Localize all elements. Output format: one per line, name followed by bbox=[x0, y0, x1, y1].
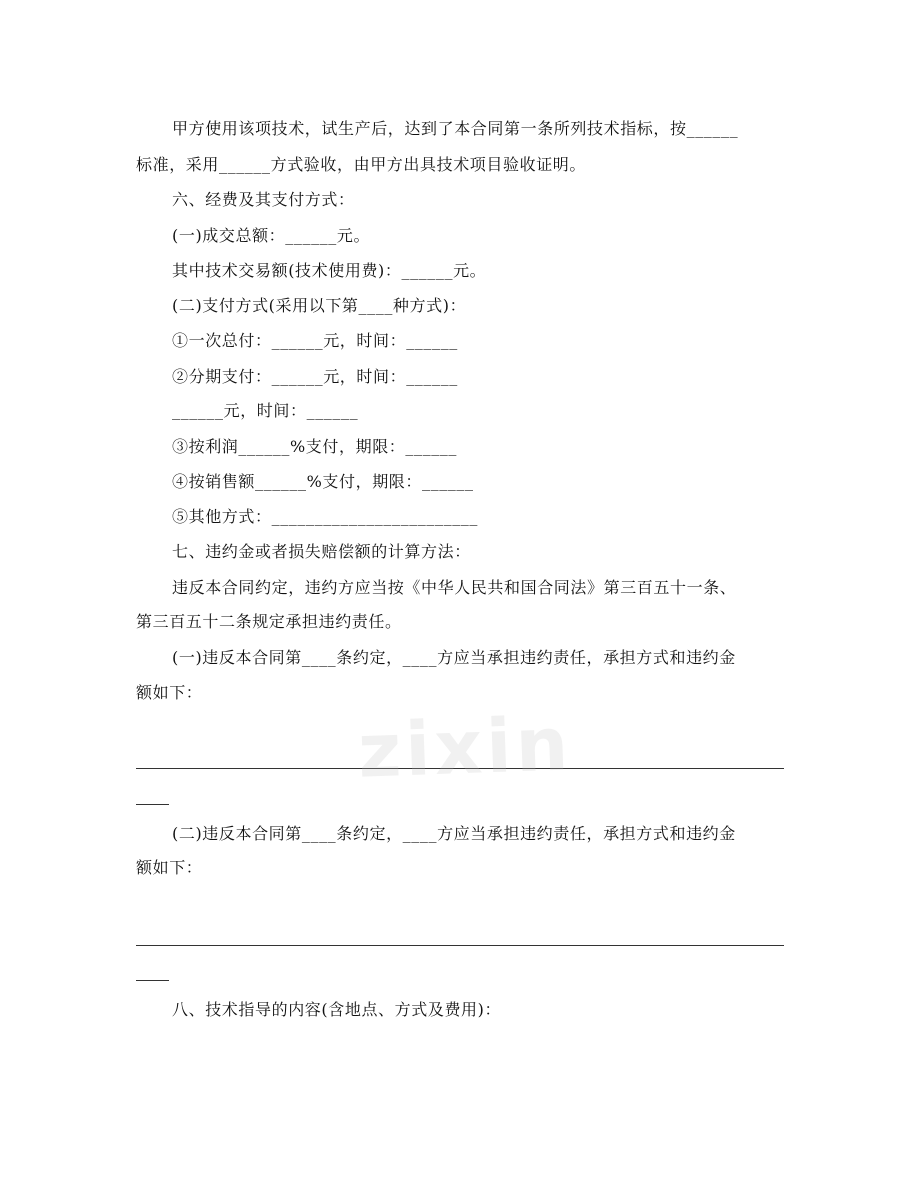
watermark: zixin bbox=[356, 701, 574, 795]
section-eight-heading: 八、技术指导的内容(含地点、方式及费用)： bbox=[172, 1000, 502, 1019]
installment-line: ②分期支付：______元，时间：______ bbox=[172, 367, 458, 386]
other-method-line: ⑤其他方式：________________________ bbox=[172, 507, 478, 526]
section-six-heading: 六、经费及其支付方式： bbox=[172, 190, 355, 209]
profit-share-line: ③按利润______%支付，期限：______ bbox=[172, 437, 458, 456]
liability-paragraph-line-2: 第三百五十二条规定承担违约责任。 bbox=[136, 612, 402, 631]
breach-two-line-1: (二)违反本合同第____条约定，____方应当承担违约责任，承担方式和违约金 bbox=[172, 824, 736, 843]
lump-sum-line: ①一次总付：______元，时间：______ bbox=[172, 331, 458, 350]
acceptance-paragraph-line-2: 标准，采用______方式验收，由甲方出具技术项目验收证明。 bbox=[136, 155, 587, 174]
breach-one-blank-rule bbox=[136, 768, 784, 769]
total-amount-line: (一)成交总额：______元。 bbox=[172, 226, 371, 245]
breach-one-blank-rule-end bbox=[136, 804, 169, 805]
tech-fee-line: 其中技术交易额(技术使用费)：______元。 bbox=[172, 261, 487, 280]
acceptance-paragraph-line-1: 甲方使用该项技术，试生产后，达到了本合同第一条所列技术指标，按______ bbox=[172, 119, 739, 138]
breach-one-line-1: (一)违反本合同第____条约定，____方应当承担违约责任，承担方式和违约金 bbox=[172, 648, 736, 667]
payment-method-line: (二)支付方式(采用以下第____种方式)： bbox=[172, 296, 467, 315]
section-seven-heading: 七、违约金或者损失赔偿额的计算方法： bbox=[172, 542, 471, 561]
installment-continuation-line: ______元，时间：______ bbox=[172, 401, 359, 420]
breach-one-line-2: 额如下： bbox=[136, 683, 203, 702]
sales-share-line: ④按销售额______%支付，期限：______ bbox=[172, 472, 474, 491]
breach-two-line-2: 额如下： bbox=[136, 858, 203, 877]
breach-two-blank-rule-end bbox=[136, 980, 169, 981]
breach-two-blank-rule bbox=[136, 945, 784, 946]
liability-paragraph-line-1: 违反本合同约定，违约方应当按《中华人民共和国合同法》第三百五十一条、 bbox=[172, 578, 737, 597]
